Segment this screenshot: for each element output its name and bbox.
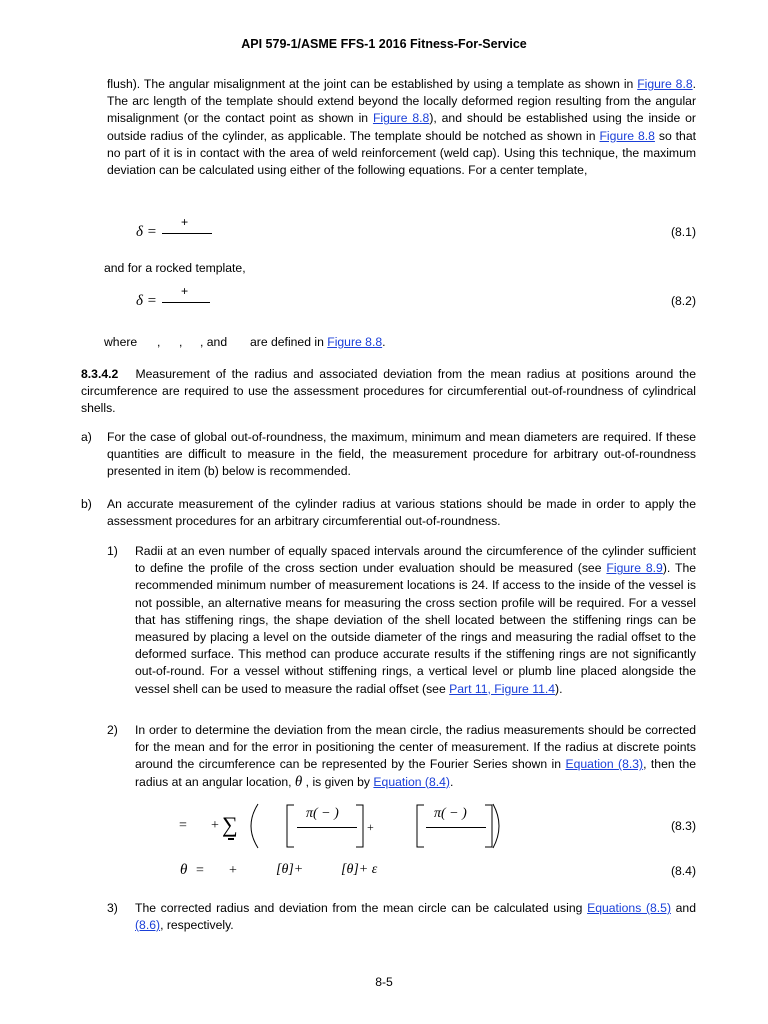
fraction-numerator: π( − ) <box>434 806 467 821</box>
cos-term: [θ]+ <box>276 862 304 877</box>
equation-lhs: δ = <box>136 224 157 240</box>
sub2-text-4: . <box>449 774 454 789</box>
sub-item-2-label: 2) <box>107 723 118 737</box>
where-defined <box>250 334 386 351</box>
separator: , <box>179 335 183 349</box>
fraction-bar <box>297 827 357 828</box>
sub-item-1-label: 1) <box>107 544 118 558</box>
sub-item-1-text <box>135 543 696 698</box>
theta-symbol: θ <box>180 862 188 878</box>
equation-8-4-link[interactable]: Equation (8.4) <box>373 774 450 789</box>
summation-index-mark <box>228 838 234 840</box>
equation-8-2 <box>0 284 768 312</box>
sub3-text-1: The corrected radius and deviation from the mean circle can be calculated using <box>135 901 588 915</box>
equation-number: (8.1) <box>670 225 696 239</box>
fraction-bar <box>426 827 486 828</box>
item-a-text: For the case of global out-of-roundness, the maximum, minimum and mean diameters are required. If these quantities are difficult to measure in the field, the measurement procedure for arbitrary out-of-roundness presented in item (b) below is recommended. <box>107 430 696 479</box>
equation-number: (8.2) <box>670 294 696 308</box>
separator: , <box>157 335 161 349</box>
equation-8-1 <box>0 215 768 243</box>
equation-plus: + <box>181 215 189 229</box>
equation-plus: + <box>229 863 237 878</box>
equation-plus: + <box>367 820 374 834</box>
intro-text-1: flush). The angular misalignment at the joint can be established by using a template as shown in <box>107 77 638 91</box>
item-b-text: An accurate measurement of the cylinder radius at various stations should be made in order to apply the assessment procedures for an arbitrary circumferential out-of-roundness. <box>107 497 696 529</box>
where-word: where <box>104 335 138 349</box>
left-bracket <box>414 804 428 848</box>
intro-text-4: so that no part of it is in contact with the area of weld reinforcement (weld cap). Using this technique, the maximum deviation can be calculated using either of the following equations. For a center template, <box>107 128 696 178</box>
separator: , and <box>200 335 228 349</box>
figure-8-9-link[interactable]: Figure 8.9 <box>606 561 663 576</box>
right-paren <box>489 802 509 850</box>
equation-8-3 <box>0 802 768 852</box>
sub-item-3-text <box>135 900 696 934</box>
theta-symbol: θ <box>294 773 303 790</box>
intro-paragraph <box>107 76 696 179</box>
sin-term: [θ]+ ε <box>341 862 378 877</box>
sub1-text-3: ). <box>555 681 563 696</box>
equation-number: (8.4) <box>670 864 696 878</box>
left-paren <box>240 802 264 850</box>
section-number: 8.3.4.2 <box>81 367 119 381</box>
section-text: Measurement of the radius and associated deviation from the mean radius at positions around the circumference are required to use the assessment procedures for circumferential out-of-roundness of cylindrical shells. <box>81 367 696 416</box>
sub-item-3-label: 3) <box>107 901 118 915</box>
section-8-3-4-2 <box>81 366 696 418</box>
sub2-text-3: , is given by <box>302 774 374 789</box>
right-bracket <box>352 804 366 848</box>
sub1-text-1: Radii at an even number of equally spaced intervals around the circumference of the cylinder sufficient to define the profile of the cross section under evaluation should be measured (see <box>135 544 696 576</box>
equation-plus: + <box>181 284 189 298</box>
item-b-label: b) <box>81 497 92 511</box>
equation-lhs: δ = <box>136 293 157 309</box>
figure-8-8-link[interactable]: Figure 8.8 <box>327 335 383 349</box>
equation-plus: + <box>211 818 219 833</box>
equation-8-3-link[interactable]: Equation (8.3) <box>565 757 644 772</box>
page-number: 8-5 <box>375 975 393 989</box>
summation-symbol: ∑ <box>222 812 238 837</box>
sub2-text-1: In order to determine the deviation from the mean circle, the radius measurements should be corrected for the mean and for the error in positioning the center of measurement. If the radius at discrete points around the circumference can be represented by the Fourier Series shown in <box>135 723 696 772</box>
figure-8-8-link[interactable]: Figure 8.8 <box>599 128 655 143</box>
equation-equals: = <box>179 818 187 833</box>
fraction-bar <box>162 233 212 234</box>
item-a-label: a) <box>81 430 92 444</box>
left-bracket <box>284 804 298 848</box>
equation-8-6-link[interactable]: (8.6) <box>135 918 161 933</box>
intro-text-3: ), and should be established using the inside or outside radius of the cylinder, as applicable. The template should be notched as shown in <box>107 111 696 143</box>
equations-8-5-link[interactable]: Equations (8.5) <box>587 901 671 915</box>
fraction-bar <box>162 302 210 303</box>
equation-8-4 <box>0 862 768 882</box>
sub2-text-2: , then the radius at an angular location, <box>135 757 696 789</box>
figure-8-8-link[interactable]: Figure 8.8 <box>637 77 693 91</box>
sub-item-2-text <box>135 722 696 791</box>
fraction-numerator: π( − ) <box>306 806 339 821</box>
sub3-text-3: , respectively. <box>160 918 234 933</box>
page-header: API 579-1/ASME FFS-1 2016 Fitness-For-Service <box>241 37 527 51</box>
sub1-text-2: ). The recommended minimum number of measurement locations is 24. If access to the inside of the vessel is not possible, an alternative means for measuring the cross section profile will be required. For a vessel that has stiffening rings, the shape deviation of the shell located between the stiffening rings can be measured by placing a level on the outside diameter of the rings and measuring the radial offset to the deformed surface. This method can produce accurate results if the stiffening rings are not significantly out-of-round. For a vessel without stiffening rings, a vertical level or plumb line placed alongside the vessel shell can be used to measure the radial offset (see <box>135 561 696 696</box>
sub3-text-2: and <box>671 901 696 915</box>
part-11-figure-11-4-link[interactable]: Part 11, Figure 11.4 <box>449 681 556 696</box>
rocked-template-text: and for a rocked template, <box>104 261 246 275</box>
period: . <box>382 335 386 349</box>
intro-text-2: . The arc length of the template should extend beyond the locally deformed region resulting from the angular misalignment (or the contact point as shown in <box>107 77 696 126</box>
defined-text: are defined in <box>250 335 324 349</box>
figure-8-8-link[interactable]: Figure 8.8 <box>372 111 430 126</box>
equation-number: (8.3) <box>670 819 696 833</box>
equation-equals: = <box>196 863 204 878</box>
